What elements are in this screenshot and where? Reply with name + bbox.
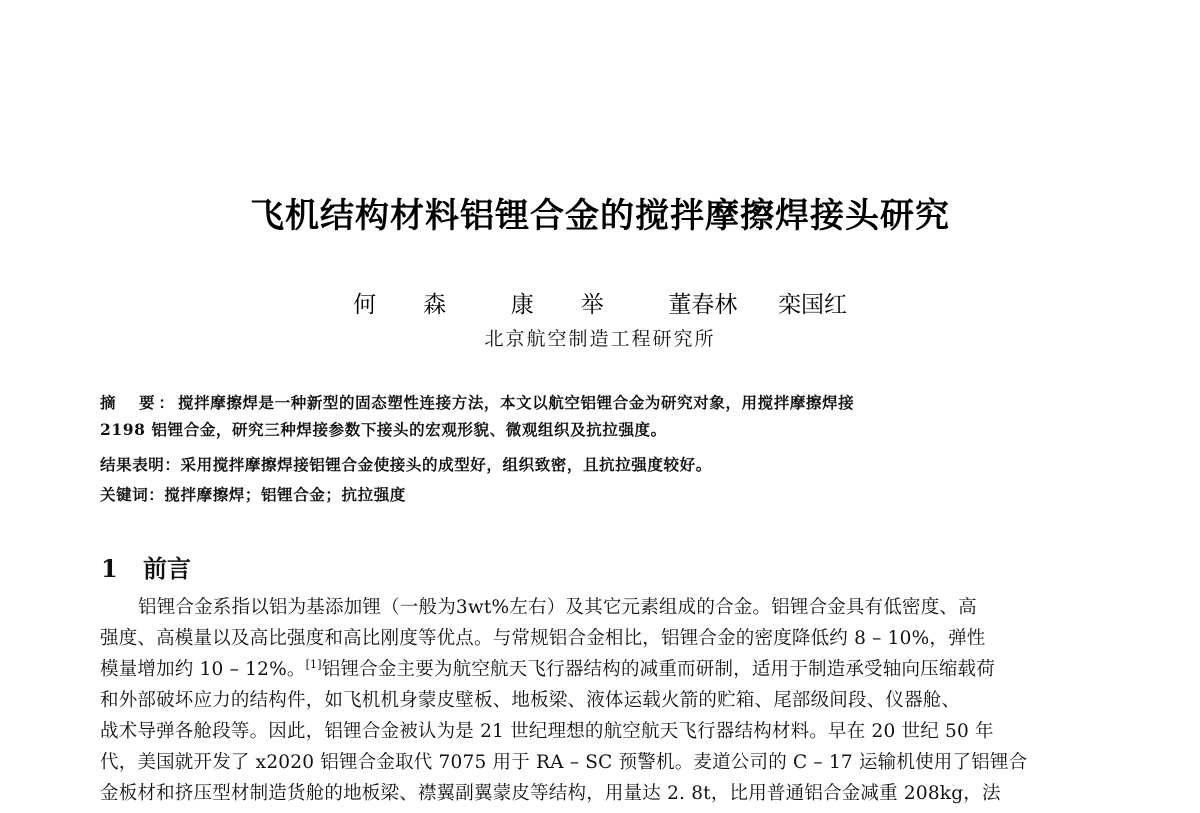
affiliation: 北京航空制造工程研究所 xyxy=(484,328,716,350)
abstract xyxy=(100,389,1110,443)
author-name: 何 森 xyxy=(353,292,459,318)
body-line: 代，美国就开发了 x2020 铝锂合金取代 7075 用于 RA – SC 预警机。麦道公司的 C – 17 运输机使用了铝锂合 xyxy=(100,752,1028,773)
body-line: 铝锂合金系指以铝为基添加锂（一般为3wt%左右）及其它元素组成的合金。铝锂合金具有低密度、高 xyxy=(138,597,977,618)
author-name: 栾国红 xyxy=(777,292,847,318)
citation-marker: [1] xyxy=(305,657,322,671)
abstract-result: 结果表明：采用搅拌摩擦焊接铝锂合金使接头的成型好，组织致密，且抗拉强度较好。 xyxy=(100,455,712,474)
author-name: 康 举 xyxy=(510,292,616,318)
body-line-part: 铝锂合金主要为航空航天飞行器结构的减重而研制，适用于制造承受轴向压缩载荷 xyxy=(321,659,995,680)
abstract-text-line: 搅拌摩擦焊是一种新型的固态塑性连接方法，本文以航空铝锂合金为研究对象，用搅拌摩擦焊接 xyxy=(178,393,855,412)
keywords-text: 搅拌摩擦焊；铝锂合金；抗拉强度 xyxy=(164,485,406,504)
body-line: 和外部破坏应力的结构件，如飞机机身蒙皮壁板、地板梁、液体运载火箭的贮箱、尾部级间段、仪器舱、 xyxy=(100,690,961,711)
body-line: 金板材和挤压型材制造货舱的地板梁、襟翼副翼蒙皮等结构，用量达 2. 8t，比用普通铝合金减重 208kg，法 xyxy=(100,783,1001,804)
section-number: 1 xyxy=(101,554,118,583)
body-paragraph xyxy=(100,592,1110,809)
section-heading xyxy=(101,549,191,584)
keywords xyxy=(100,481,1110,508)
body-line: 战术导弹各舱段等。因此，铝锂合金被认为是 21 世纪理想的航空航天飞行器结构材料。早在 20 世纪 50 年 xyxy=(100,721,994,742)
abstract-text-line: 2198 铝锂合金，研究三种焊接参数下接头的宏观形貌、微观组织及抗拉强度。 xyxy=(100,420,667,439)
paper-title: 飞机结构材料铝锂合金的搅拌摩擦焊接头研究 xyxy=(250,196,950,236)
keywords-label: 关键词： xyxy=(100,485,165,504)
abstract-label: 摘 要： xyxy=(100,393,179,412)
body-line: 强度、高模量以及高比强度和高比刚度等优点。与常规铝合金相比，铝锂合金的密度降低约 8 – 10%，弹性 xyxy=(100,628,986,649)
body-line-with-citation xyxy=(100,654,1110,685)
author-list xyxy=(0,286,1200,319)
section-title: 前言 xyxy=(143,554,191,583)
author-name: 董春林 xyxy=(668,292,738,318)
body-line-part: 模量增加约 10 – 12%。 xyxy=(100,659,306,680)
